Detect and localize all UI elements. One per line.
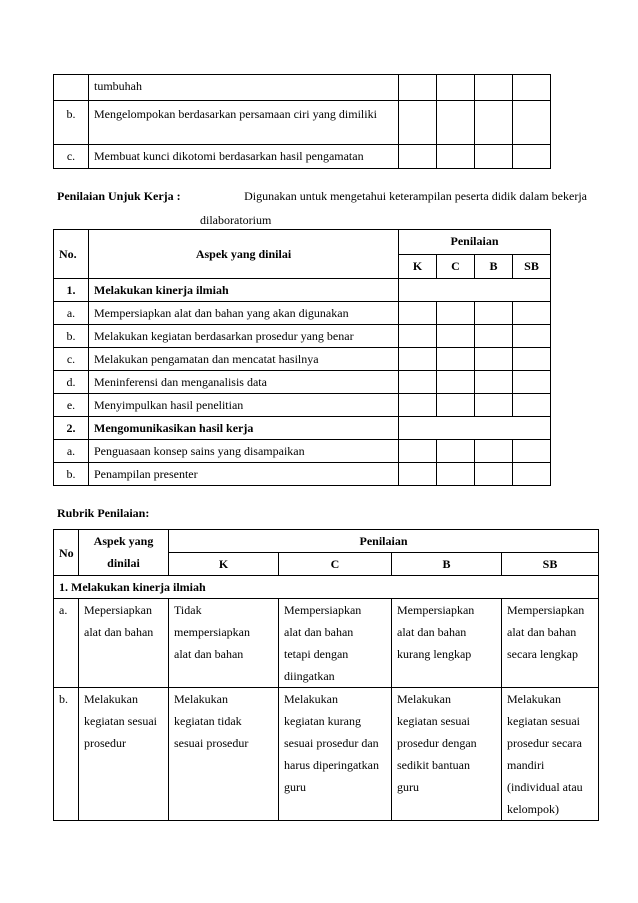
row-number: c.	[54, 145, 89, 169]
grade-cell	[475, 325, 513, 348]
table-row	[54, 440, 551, 463]
table-row	[54, 463, 551, 486]
grade-cell	[437, 325, 475, 348]
row-text: Menyimpulkan hasil penelitian	[89, 394, 399, 417]
grade-cell	[437, 463, 475, 486]
row-number: d.	[54, 371, 89, 394]
rubrik-grade-c-header: C	[279, 553, 392, 576]
grade-cell	[399, 325, 437, 348]
row-number: b.	[54, 325, 89, 348]
unjuk-kerja-label: Penilaian Unjuk Kerja :	[57, 189, 181, 203]
section-row	[54, 279, 551, 302]
grade-cell	[399, 371, 437, 394]
rubrik-k-cell: Melakukan kegiatan tidak sesuai prosedur	[169, 688, 279, 821]
grade-cell	[513, 348, 551, 371]
grade-cell	[399, 101, 437, 145]
table-row	[54, 101, 551, 145]
grade-cell	[399, 348, 437, 371]
grade-cell	[513, 302, 551, 325]
rubrik-b-cell: Melakukan kegiatan sesuai prosedur dengan sedikit bantuan guru	[392, 688, 502, 821]
row-number: 2.	[54, 417, 89, 440]
row-number: a.	[54, 599, 79, 688]
section-row	[54, 576, 599, 599]
row-text: Mempersiapkan alat dan bahan yang akan digunakan	[89, 302, 399, 325]
grade-b-header: B	[475, 255, 513, 279]
table-row	[54, 371, 551, 394]
grade-cell	[513, 75, 551, 101]
rubrik-header-no: No	[54, 530, 79, 576]
rubrik-title: Rubrik Penilaian:	[57, 506, 150, 520]
grade-cell	[513, 371, 551, 394]
header-aspek: Aspek yang dinilai	[89, 230, 399, 279]
row-number: a.	[54, 440, 89, 463]
rubrik-sb-cell: Melakukan kegiatan sesuai prosedur secara mandiri (individual atau kelompok)	[502, 688, 599, 821]
row-number: 1.	[54, 279, 89, 302]
row-number: b.	[54, 101, 89, 145]
grade-cell	[399, 394, 437, 417]
table-row	[54, 599, 599, 688]
header-no: No.	[54, 230, 89, 279]
row-text: Melakukan kegiatan berdasarkan prosedur yang benar	[89, 325, 399, 348]
table-row	[54, 75, 551, 101]
unjuk-kerja-text: Digunakan untuk mengetahui keterampilan peserta didik dalam bekerja	[244, 189, 587, 203]
rubrik-b-cell: Mempersiapkan alat dan bahan kurang lengkap	[392, 599, 502, 688]
grade-cell	[399, 302, 437, 325]
grade-cell	[513, 101, 551, 145]
row-text: Penguasaan konsep sains yang disampaikan	[89, 440, 399, 463]
table-row	[54, 688, 599, 821]
grade-cell	[399, 75, 437, 101]
section-spacer	[399, 279, 551, 302]
grade-cell	[513, 440, 551, 463]
rubrik-sb-cell: Mempersiapkan alat dan bahan secara lengkap	[502, 599, 599, 688]
row-number: b.	[54, 463, 89, 486]
grade-cell	[437, 394, 475, 417]
rubrik-grade-sb-header: SB	[502, 553, 599, 576]
header-penilaian: Penilaian	[399, 230, 551, 255]
grade-cell	[475, 440, 513, 463]
grade-cell	[437, 348, 475, 371]
grade-cell	[437, 145, 475, 169]
grade-cell	[513, 394, 551, 417]
rubrik-section-title: 1. Melakukan kinerja ilmiah	[54, 576, 599, 599]
table-row	[54, 394, 551, 417]
row-text: Melakukan kinerja ilmiah	[89, 279, 399, 302]
section-row	[54, 417, 551, 440]
grade-cell	[437, 371, 475, 394]
grade-c-header: C	[437, 255, 475, 279]
grade-cell	[475, 348, 513, 371]
grade-cell	[399, 145, 437, 169]
unjuk-kerja-text-line2: dilaboratorium	[200, 213, 272, 227]
rubrik-aspek-cell: Mepersiapkan alat dan bahan	[79, 599, 169, 688]
table-row	[54, 325, 551, 348]
grade-cell	[513, 325, 551, 348]
rubrik-header-aspek	[79, 530, 169, 576]
row-text: Mengomunikasikan hasil kerja	[89, 417, 399, 440]
grade-cell	[475, 394, 513, 417]
row-number: e.	[54, 394, 89, 417]
rubrik-header-aspek-line2: dinilai	[107, 556, 140, 570]
grade-cell	[437, 75, 475, 101]
rubrik-grade-b-header: B	[392, 553, 502, 576]
rubrik-header-penilaian: Penilaian	[169, 530, 599, 553]
row-text: Mengelompokan berdasarkan persamaan ciri yang dimiliki	[89, 101, 399, 145]
rubrik-c-cell: Mempersiapkan alat dan bahan tetapi dengan diingatkan	[279, 599, 392, 688]
grade-cell	[513, 463, 551, 486]
grade-cell	[475, 371, 513, 394]
observation-table-continued	[53, 74, 551, 169]
row-number: c.	[54, 348, 89, 371]
row-text: Membuat kunci dikotomi berdasarkan hasil pengamatan	[89, 145, 399, 169]
table-row	[54, 302, 551, 325]
grade-sb-header: SB	[513, 255, 551, 279]
grade-cell	[437, 440, 475, 463]
section-spacer	[399, 417, 551, 440]
row-number: a.	[54, 302, 89, 325]
grade-cell	[437, 302, 475, 325]
rubrik-table	[53, 529, 599, 821]
unjuk-kerja-table	[53, 229, 551, 486]
table-row	[54, 145, 551, 169]
grade-cell	[399, 463, 437, 486]
row-text: Penampilan presenter	[89, 463, 399, 486]
grade-cell	[513, 145, 551, 169]
unjuk-kerja-paragraph	[57, 184, 587, 232]
row-text: Meninferensi dan menganalisis data	[89, 371, 399, 394]
grade-cell	[475, 302, 513, 325]
grade-cell	[475, 101, 513, 145]
grade-cell	[399, 440, 437, 463]
grade-cell	[475, 145, 513, 169]
rubrik-c-cell: Melakukan kegiatan kurang sesuai prosedur dan harus diperingatkan guru	[279, 688, 392, 821]
grade-k-header: K	[399, 255, 437, 279]
table-row	[54, 348, 551, 371]
rubrik-header-aspek-line1: Aspek yang	[93, 534, 154, 548]
rubrik-aspek-cell: Melakukan kegiatan sesuai prosedur	[79, 688, 169, 821]
rubrik-k-cell: Tidak mempersiapkan alat dan bahan	[169, 599, 279, 688]
grade-cell	[475, 75, 513, 101]
row-number: b.	[54, 688, 79, 821]
row-text: Melakukan pengamatan dan mencatat hasilnya	[89, 348, 399, 371]
row-number	[54, 75, 89, 101]
grade-cell	[437, 101, 475, 145]
rubrik-grade-k-header: K	[169, 553, 279, 576]
row-text: tumbuhah	[89, 75, 399, 101]
grade-cell	[475, 463, 513, 486]
